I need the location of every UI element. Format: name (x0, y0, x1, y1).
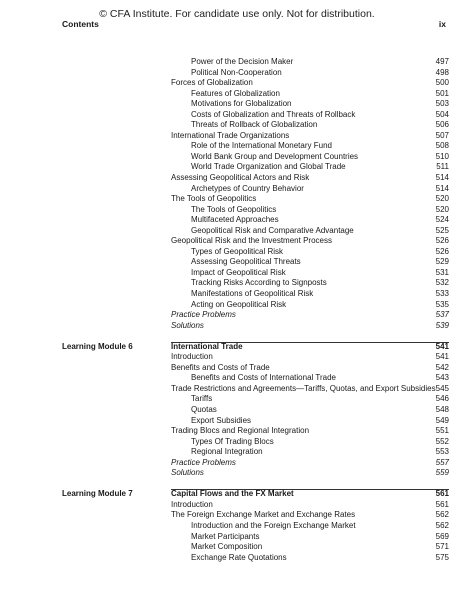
toc-entry-page: 539 (435, 320, 449, 330)
toc-entry[interactable] (0, 458, 474, 469)
toc-entry[interactable] (0, 120, 474, 131)
toc-entry-title: International Trade Organizations (171, 130, 290, 140)
toc-entry-title: Features of Globalization (191, 88, 280, 98)
toc-entry-title: Manifestations of Geopolitical Risk (191, 289, 314, 299)
toc-entry[interactable] (0, 500, 474, 511)
toc-entry[interactable] (0, 426, 474, 437)
toc-entry-title: Power of the Decision Maker (191, 57, 294, 66)
toc-entry-page: 549 (435, 415, 449, 425)
module-7-heading[interactable] (0, 489, 474, 500)
toc-entry[interactable] (0, 300, 474, 311)
toc-entry-title: Practice Problems (171, 457, 236, 467)
toc-entry-title: Assessing Geopolitical Threats (191, 257, 301, 267)
toc-entry[interactable] (0, 468, 474, 479)
toc-entry-page: 533 (435, 289, 449, 299)
toc-entry-title: Practice Problems (171, 310, 236, 320)
toc-entry-page: 543 (435, 373, 449, 383)
toc-entry[interactable] (0, 194, 474, 205)
toc-entry-title: Solutions (171, 320, 204, 330)
toc-entry[interactable] (0, 394, 474, 405)
toc-entry[interactable] (0, 205, 474, 216)
toc-entry[interactable] (0, 236, 474, 247)
running-head-title: Contents (62, 19, 99, 29)
toc-entry-page: 531 (435, 267, 449, 277)
module-page: 561 (435, 489, 449, 499)
toc-entry-page: 498 (435, 67, 449, 77)
toc-entry-title: Solutions (171, 468, 204, 478)
toc-entry-title: Impact of Geopolitical Risk (191, 267, 286, 277)
toc-entry[interactable] (0, 352, 474, 363)
toc-entry-page: 575 (435, 552, 449, 562)
toc-entry-page: 506 (435, 120, 449, 130)
toc-entry[interactable] (0, 542, 474, 553)
toc-entry-page: 526 (435, 236, 449, 246)
toc-entry[interactable] (0, 384, 474, 395)
toc-entry-page: 520 (435, 204, 449, 214)
module-6-heading[interactable] (0, 342, 474, 353)
toc-entry-title: Costs of Globalization and Threats of Rollback (191, 109, 356, 119)
toc-entry-title: The Tools of Geopolitics (171, 194, 257, 204)
toc-entry-page: 548 (435, 405, 449, 414)
toc-entry-title: Types of Geopolitical Risk (191, 246, 284, 256)
toc-entry[interactable] (0, 184, 474, 195)
toc-entry-title: Exchange Rate Quotations (191, 552, 287, 562)
toc-entry-title: Trade Restrictions and Agreements—Tariffs, Quotas, and Export Subsidies (171, 383, 436, 393)
toc-entry-page: 535 (435, 299, 449, 309)
toc-entry-page: 545 (435, 383, 449, 393)
toc-entry[interactable] (0, 110, 474, 121)
module-page: 541 (435, 341, 449, 351)
toc-entry-page: 504 (435, 109, 449, 119)
toc-entry[interactable] (0, 553, 474, 564)
toc-entry-title: World Trade Organization and Global Trade (191, 162, 346, 172)
toc-entry-title: Introduction (171, 352, 213, 362)
watermark: © CFA Institute. For candidate use only. Not for distribution. (99, 8, 375, 20)
toc-entry-page: 520 (435, 194, 449, 204)
toc-entry-page: 559 (435, 468, 449, 478)
toc-block-continued (0, 57, 474, 331)
toc-entry[interactable] (0, 141, 474, 152)
toc-entry[interactable] (0, 416, 474, 427)
module-6-entries (0, 352, 474, 479)
running-head (62, 19, 446, 29)
toc-entry[interactable] (0, 78, 474, 89)
toc-entry-page: 562 (435, 510, 449, 520)
toc-entry-page: 561 (435, 499, 449, 509)
toc-entry[interactable] (0, 226, 474, 237)
toc-entry-title: Types Of Trading Blocs (191, 436, 274, 446)
toc-entry-page: 510 (435, 151, 449, 161)
toc-entry-title: Motivations for Globalization (191, 99, 292, 109)
toc-entry-page: 557 (435, 457, 449, 467)
toc-entry[interactable] (0, 363, 474, 374)
toc-entry[interactable] (0, 532, 474, 543)
toc-entry[interactable] (0, 89, 474, 100)
toc-entry[interactable] (0, 131, 474, 142)
toc-entry-title: Assessing Geopolitical Actors and Risk (171, 173, 310, 183)
toc-entry-page: 569 (435, 531, 449, 541)
toc-entry-title: Benefits and Costs of International Trade (191, 373, 336, 383)
toc-entry-title: Geopolitical Risk and the Investment Process (171, 236, 332, 246)
toc-entry[interactable] (0, 173, 474, 184)
toc-entry-page: 511 (436, 162, 449, 172)
module-7-entries (0, 500, 474, 563)
module-title: International Trade (171, 341, 243, 351)
toc-entry[interactable] (0, 521, 474, 532)
toc-entry-page: 503 (435, 99, 449, 109)
toc-entry[interactable] (0, 321, 474, 332)
toc-entry-title: Tracking Risks According to Signposts (191, 278, 327, 288)
toc-entry-page: 507 (435, 130, 449, 140)
toc-entry[interactable] (0, 99, 474, 110)
toc-entry[interactable] (0, 57, 474, 68)
toc-entry[interactable] (0, 510, 474, 521)
toc-entry-page: 541 (435, 352, 449, 362)
toc-entry-title: Role of the International Monetary Fund (191, 141, 332, 151)
toc-entry-page: 551 (435, 426, 449, 436)
toc-entry-page: 537 (435, 310, 449, 320)
toc-entry[interactable] (0, 373, 474, 384)
toc-entry-title: Archetypes of Country Behavior (191, 183, 304, 193)
toc-entry-page: 552 (435, 436, 449, 446)
module-rule (171, 489, 449, 490)
toc-entry-page: 571 (435, 542, 449, 552)
toc-entry-title: Threats of Rollback of Globalization (191, 120, 318, 130)
toc-entry[interactable] (0, 310, 474, 321)
toc-entry[interactable] (0, 278, 474, 289)
toc-entry-page: 532 (435, 278, 449, 288)
toc-entry-page: 553 (435, 447, 449, 457)
toc-entry-title: The Foreign Exchange Market and Exchange Rates (171, 510, 356, 520)
toc-entry-page: 514 (435, 173, 449, 183)
toc-entry-page: 526 (435, 246, 449, 256)
toc-entry-page: 497 (435, 57, 449, 66)
toc-entry-title: Tariffs (191, 394, 213, 404)
module-title: Capital Flows and the FX Market (171, 489, 294, 499)
toc-entry-title: Quotas (191, 405, 217, 414)
toc-entry-title: Geopolitical Risk and Comparative Advantage (191, 225, 354, 235)
toc-entry-title: The Tools of Geopolitics (191, 204, 277, 214)
toc-entry-title: Trading Blocs and Regional Integration (171, 426, 310, 436)
toc-entry-page: 514 (435, 183, 449, 193)
module-rule (171, 342, 449, 343)
toc-entry-page: 508 (435, 141, 449, 151)
toc-entry-title: Introduction and the Foreign Exchange Market (191, 520, 356, 530)
toc-entry[interactable] (0, 405, 474, 416)
toc-entry[interactable] (0, 247, 474, 258)
toc-entry-page: 501 (435, 88, 449, 98)
toc-entry-page: 529 (435, 257, 449, 267)
module-label: Learning Module 7 (62, 489, 133, 499)
toc-entry-page: 546 (435, 394, 449, 404)
toc-entry-page: 525 (435, 225, 449, 235)
toc-entry[interactable] (0, 268, 474, 279)
toc-entry-page: 542 (435, 362, 449, 372)
toc-entry-title: Regional Integration (191, 447, 263, 457)
toc-entry[interactable] (0, 447, 474, 458)
toc-entry[interactable] (0, 162, 474, 173)
toc-entry[interactable] (0, 215, 474, 226)
toc-entry-page: 500 (435, 78, 449, 88)
module-label: Learning Module 6 (62, 341, 133, 351)
toc-entry-title: Political Non-Cooperation (191, 67, 282, 77)
toc-entry-page: 524 (435, 215, 449, 225)
toc-entry-title: Introduction (171, 499, 213, 509)
toc-entry[interactable] (0, 152, 474, 163)
toc-entry-title: Acting on Geopolitical Risk (191, 299, 287, 309)
toc-entry[interactable] (0, 257, 474, 268)
toc-entry[interactable] (0, 68, 474, 79)
page-number: ix (438, 19, 446, 29)
toc-entry-title: Market Composition (191, 542, 263, 552)
toc-entry[interactable] (0, 437, 474, 448)
toc-entry-title: World Bank Group and Development Countries (191, 151, 359, 161)
toc-entry[interactable] (0, 289, 474, 300)
toc-entry-title: Market Participants (191, 531, 260, 541)
toc-entry-title: Benefits and Costs of Trade (171, 362, 270, 372)
toc-entry-page: 562 (435, 520, 449, 530)
toc-entry-title: Forces of Globalization (171, 78, 253, 88)
toc-entry-title: Export Subsidies (191, 415, 252, 425)
table-of-contents (0, 57, 474, 563)
toc-entry-title: Multifaceted Approaches (191, 215, 279, 225)
